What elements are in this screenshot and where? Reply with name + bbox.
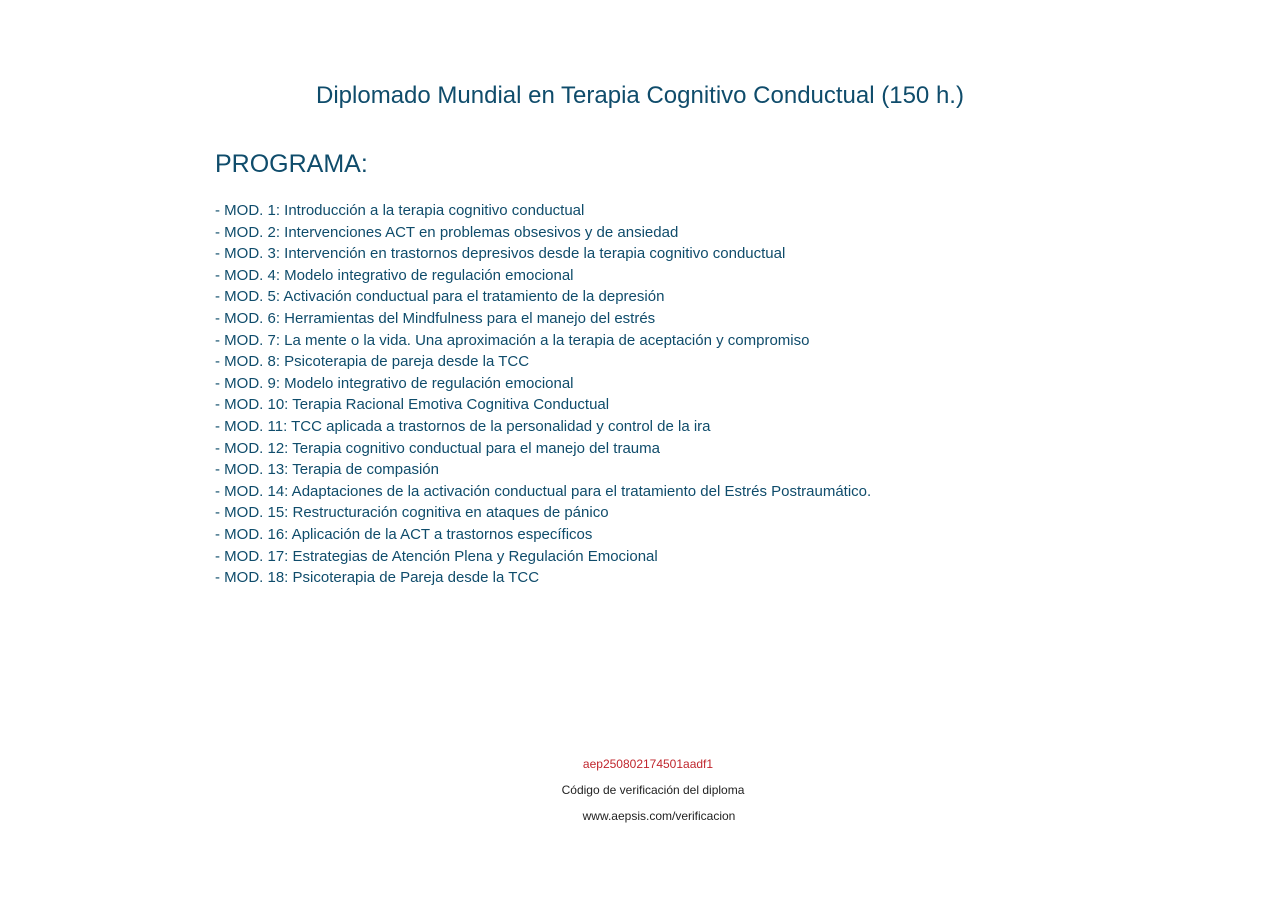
module-item: - MOD. 9: Modelo integrativo de regulación emocional [215, 374, 574, 392]
module-item: - MOD. 2: Intervenciones ACT en problemas obsesivos y de ansiedad [215, 223, 679, 241]
module-item: - MOD. 18: Psicoterapia de Pareja desde la TCC [215, 569, 540, 587]
module-item: - MOD. 1: Introducción a la terapia cognitivo conductual [215, 202, 585, 219]
module-item: - MOD. 5: Activación conductual para el tratamiento de la depresión [215, 288, 665, 306]
module-item: - MOD. 13: Terapia de compasión [215, 461, 439, 479]
module-list [215, 200, 871, 589]
module-item: - MOD. 11: TCC aplicada a trastornos de la personalidad y control de la ira [215, 417, 711, 435]
module-item: - MOD. 12: Terapia cognitivo conductual para el manejo del trauma [215, 439, 660, 457]
module-item: - MOD. 17: Estrategias de Atención Plena y Regulación Emocional [215, 547, 658, 565]
module-item: - MOD. 3: Intervención en trastornos depresivos desde la terapia cognitivo conductual [215, 245, 786, 263]
verification-label: Código de verificación del diploma [561, 783, 745, 797]
module-item: - MOD. 7: La mente o la vida. Una aproximación a la terapia de aceptación y compromiso [215, 331, 810, 349]
verification-code: aep250802174501aadf1 [582, 757, 714, 771]
module-item: - MOD. 14: Adaptaciones de la activación conductual para el tratamiento del Estrés Postraumático. [215, 482, 872, 500]
program-heading: PROGRAMA: [215, 150, 368, 178]
module-item: - MOD. 10: Terapia Racional Emotiva Cognitiva Conductual [215, 396, 610, 414]
module-item: - MOD. 16: Aplicación de la ACT a trastornos específicos [215, 525, 593, 543]
module-item: - MOD. 8: Psicoterapia de pareja desde la TCC [215, 353, 530, 371]
module-item: - MOD. 15: Restructuración cognitiva en ataques de pánico [215, 504, 609, 522]
module-item: - MOD. 4: Modelo integrativo de regulación emocional [215, 266, 574, 284]
verification-url[interactable]: www.aepsis.com/verificacion [582, 809, 736, 823]
module-item: - MOD. 6: Herramientas del Mindfulness para el manejo del estrés [215, 309, 656, 327]
document-title: Diplomado Mundial en Terapia Cognitivo Conductual (150 h.) [316, 82, 964, 109]
